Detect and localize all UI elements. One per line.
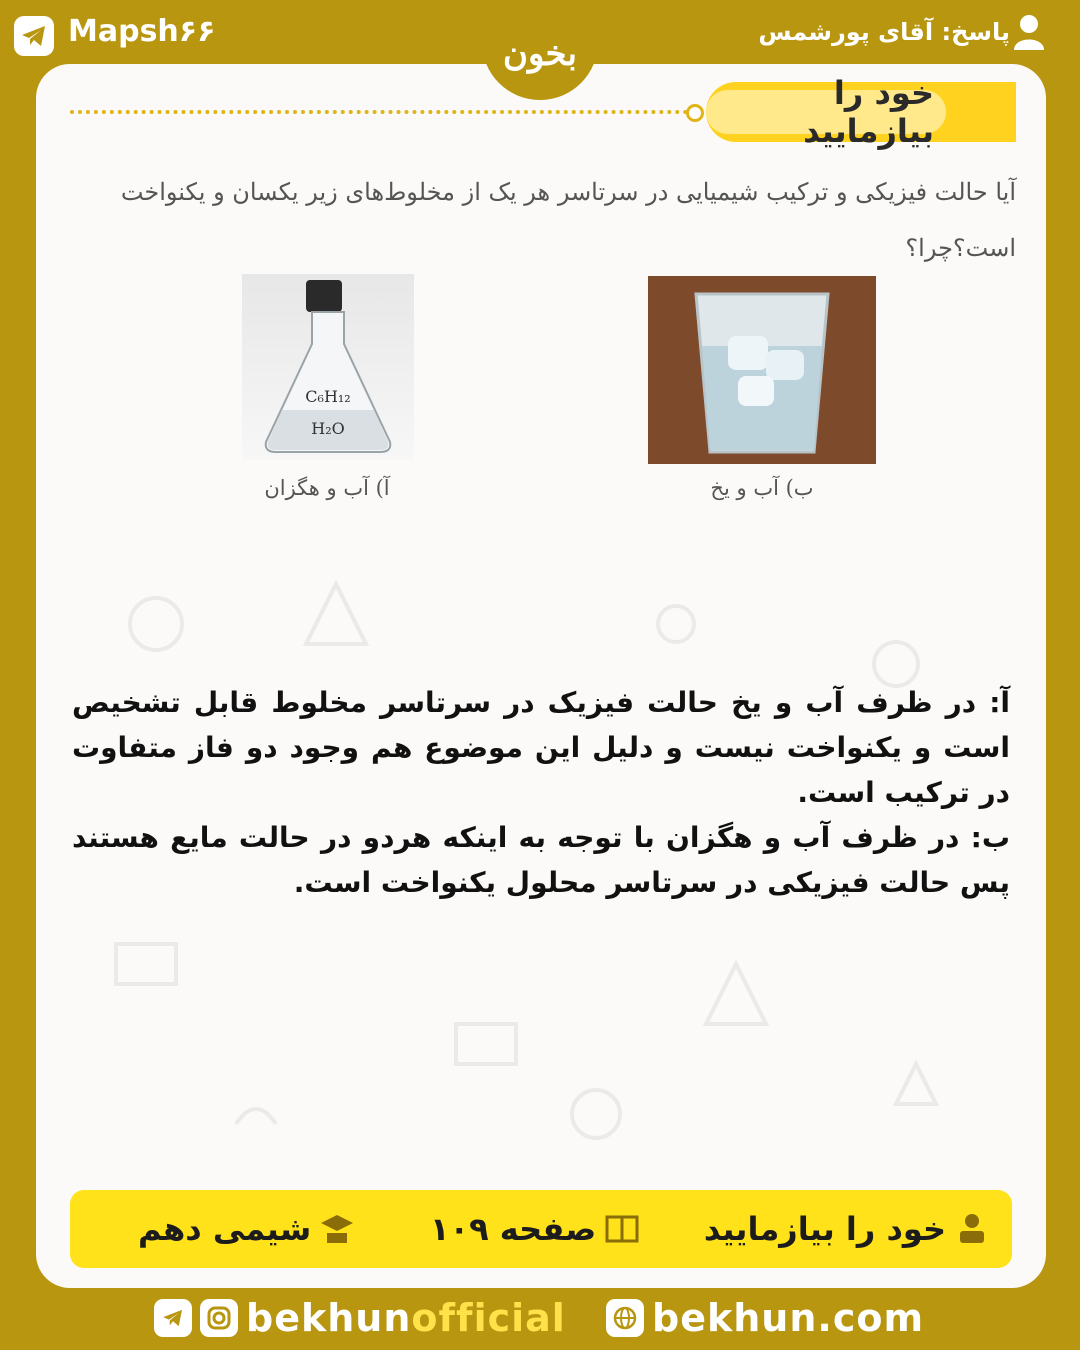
instagram-icon[interactable] — [200, 1299, 238, 1337]
footer-info-bar — [70, 1190, 1012, 1268]
logo-text: بخون — [503, 34, 577, 74]
footer-page-label: صفحه ۱۰۹ — [430, 1210, 597, 1248]
telegram-icon[interactable] — [14, 16, 54, 56]
flask-formula-1: C₆H₁₂ — [305, 387, 351, 406]
book-icon — [604, 1211, 640, 1247]
footer-book — [138, 1204, 355, 1254]
footer-book-label: شیمی دهم — [138, 1210, 312, 1248]
answer-author: پاسخ: آقای پورشمس — [758, 18, 1010, 46]
answer-block — [72, 680, 1010, 905]
section-title: خود را بیازمایید — [803, 74, 934, 150]
section-header-inner — [706, 74, 946, 150]
caption-b: ب) آب و یخ — [710, 476, 814, 500]
footer-section — [704, 1204, 990, 1254]
graduation-cap-icon — [319, 1211, 355, 1247]
answer-paragraph-a: آ: در ظرف آب و یخ حالت فیزیک در سرتاسر مخلوط قابل تشخیص است و یکنواخت نیست و دلیل این موضوع هم وجود دو فاز متفاوت در ترکیب است. — [72, 686, 1010, 809]
question-text: آیا حالت فیزیکی و ترکیب شیمیایی در سرتاسر هر یک از مخلوط‌های زیر یکسان و یکنواخت است؟چرا؟ — [120, 178, 1016, 262]
channel-handle[interactable]: Mapsh۶۶ — [68, 14, 216, 49]
ice-glass-image — [648, 276, 876, 464]
answer-paragraph-b: ب: در ظرف آب و هگزان با توجه به اینکه هردو در حالت مایع هستند پس حالت فیزیکی در سرتاسر محلول یکنواخت است. — [72, 821, 1010, 899]
teacher-icon — [954, 1211, 990, 1247]
telegram-icon[interactable] — [154, 1299, 192, 1337]
footer-page — [430, 1204, 640, 1254]
header-dotted-line — [70, 110, 688, 114]
caption-a: آ) آب و هگزان — [264, 476, 390, 500]
instagram-handle[interactable] — [246, 1296, 566, 1340]
content-card — [36, 64, 1046, 1288]
website-url[interactable]: bekhun.com — [652, 1296, 925, 1340]
globe-icon[interactable] — [606, 1299, 644, 1337]
handle-prefix: bekhun — [246, 1296, 412, 1340]
flask-formula-2: H₂O — [311, 419, 345, 438]
user-icon — [1012, 14, 1046, 50]
flask-image — [242, 274, 414, 460]
social-instagram[interactable] — [154, 1294, 566, 1342]
footer-section-label: خود را بیازمایید — [703, 1210, 946, 1248]
social-website[interactable] — [606, 1294, 924, 1342]
header-dot — [686, 104, 704, 122]
handle-suffix: official — [411, 1296, 566, 1340]
section-header — [706, 74, 1016, 150]
